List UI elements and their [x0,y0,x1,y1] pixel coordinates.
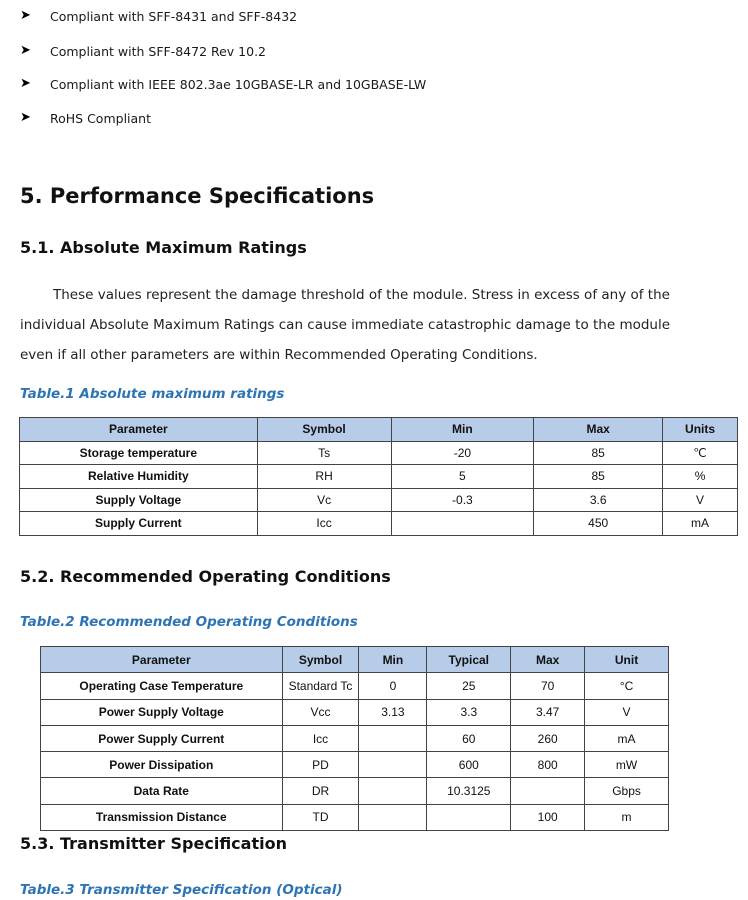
list-item-text: Compliant with SFF-8431 and SFF-8432 [50,9,298,24]
table-cell: Storage temperature [20,441,258,465]
table-row [41,804,669,830]
table-cell: 260 [511,725,585,751]
table-cell: mA [585,725,669,751]
column-header: Typical [427,647,511,673]
table-cell: 25 [427,673,511,699]
table-cell: Operating Case Temperature [41,673,283,699]
table-row [20,441,738,465]
table-cell: ℃ [663,441,738,465]
table-cell: 70 [511,673,585,699]
table-cell: Standard Tc [282,673,359,699]
table-caption: Table.3 Transmitter Specification (Optical) [20,882,343,898]
table-cell [391,512,534,536]
recommended-operating-table [40,646,669,831]
table-cell: mA [663,512,738,536]
arrow-bullet-icon: ➤ [20,43,31,58]
table-cell [359,752,427,778]
table-row [41,673,669,699]
table-cell: V [663,488,738,512]
table-cell: 5 [391,465,534,489]
table-row [41,725,669,751]
list-item-text: Compliant with IEEE 802.3ae 10GBASE-LR and 10GBASE-LW [50,77,427,92]
column-header: Max [511,647,585,673]
table-cell: mW [585,752,669,778]
table-cell: Vc [257,488,391,512]
table-cell: 3.13 [359,699,427,725]
table-cell: Icc [282,725,359,751]
column-header: Unit [585,647,669,673]
table-cell [427,804,511,830]
table-cell: -0.3 [391,488,534,512]
table-cell: Power Supply Current [41,725,283,751]
table-cell: Vcc [282,699,359,725]
column-header: Min [391,418,534,442]
table-cell: TD [282,804,359,830]
table-cell: RH [257,465,391,489]
subsection-heading-transmitter: 5.3. Transmitter Specification [20,834,287,853]
table-cell: 10.3125 [427,778,511,804]
table-cell: Transmission Distance [41,804,283,830]
table-header-row [41,647,669,673]
table-cell [359,725,427,751]
column-header: Symbol [282,647,359,673]
paragraph-line: individual Absolute Maximum Ratings can cause immediate catastrophic damage to the module [20,317,671,333]
arrow-bullet-icon: ➤ [20,8,31,23]
table-cell: Icc [257,512,391,536]
table-cell: 85 [534,441,663,465]
paragraph-line: even if all other parameters are within Recommended Operating Conditions. [20,347,538,363]
table-cell: -20 [391,441,534,465]
table-cell: DR [282,778,359,804]
table-cell: m [585,804,669,830]
table-cell: Ts [257,441,391,465]
table-caption: Table.1 Absolute maximum ratings [20,386,285,402]
column-header: Max [534,418,663,442]
arrow-bullet-icon: ➤ [20,110,31,125]
table-cell: 600 [427,752,511,778]
table-caption: Table.2 Recommended Operating Conditions [20,614,358,630]
table-cell: Gbps [585,778,669,804]
list-item-text: RoHS Compliant [50,111,151,126]
table-row [41,752,669,778]
table-cell: 0 [359,673,427,699]
table-cell: 60 [427,725,511,751]
table-cell: 450 [534,512,663,536]
table-cell: Supply Current [20,512,258,536]
table-cell: Supply Voltage [20,488,258,512]
table-row [20,488,738,512]
table-cell [359,778,427,804]
subsection-heading-recommended-operating: 5.2. Recommended Operating Conditions [20,567,391,586]
column-header: Parameter [20,418,258,442]
table-cell: V [585,699,669,725]
table-cell: 3.47 [511,699,585,725]
table-cell: % [663,465,738,489]
subsection-heading-absolute-max: 5.1. Absolute Maximum Ratings [20,238,307,257]
table-cell: Data Rate [41,778,283,804]
table-header-row [20,418,738,442]
table-cell [359,804,427,830]
table-cell [511,778,585,804]
list-item-text: Compliant with SFF-8472 Rev 10.2 [50,44,267,59]
table-cell: 3.6 [534,488,663,512]
column-header: Symbol [257,418,391,442]
table-cell: PD [282,752,359,778]
table-cell: 100 [511,804,585,830]
table-cell: Power Dissipation [41,752,283,778]
table-row [20,465,738,489]
table-cell: Power Supply Voltage [41,699,283,725]
table-row [41,699,669,725]
table-cell: 85 [534,465,663,489]
table-cell: °C [585,673,669,699]
arrow-bullet-icon: ➤ [20,76,31,91]
column-header: Units [663,418,738,442]
table-cell: Relative Humidity [20,465,258,489]
table-cell: 3.3 [427,699,511,725]
paragraph-line: These values represent the damage threshold of the module. Stress in excess of any of the [53,287,670,303]
table-cell: 800 [511,752,585,778]
section-heading-performance: 5. Performance Specifications [20,184,375,208]
column-header: Parameter [41,647,283,673]
table-row [41,778,669,804]
absolute-max-ratings-table [19,417,738,536]
column-header: Min [359,647,427,673]
table-row [20,512,738,536]
